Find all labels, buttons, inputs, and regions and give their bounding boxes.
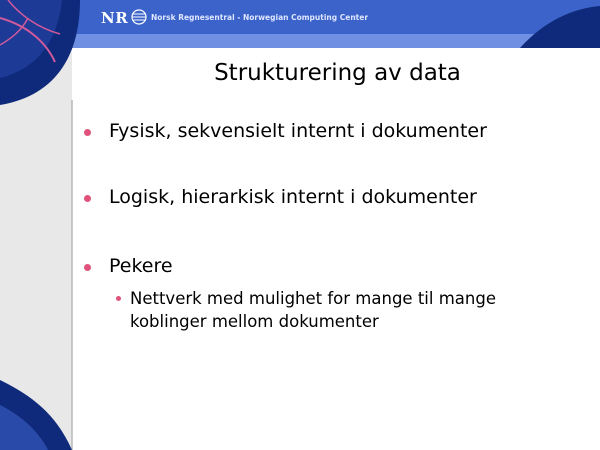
sub-bullet-dot-icon xyxy=(116,296,121,301)
bullet-dot-icon xyxy=(84,264,91,271)
globe-icon xyxy=(131,9,147,25)
org-name: Norsk Regnesentral - Norwegian Computing Center xyxy=(151,13,369,22)
slide-title: Strukturering av data xyxy=(214,60,461,86)
bullet-dot-icon xyxy=(84,129,91,136)
bullet-dot-icon xyxy=(84,195,91,202)
bullet-text: Fysisk, sekvensielt internt i dokumenter xyxy=(109,120,487,142)
nr-logo: NR xyxy=(101,9,129,27)
sub-bullet-text: Nettverk med mulighet for mange til mange koblinger mellom dokumenter xyxy=(130,289,496,331)
bullet-text: Pekere xyxy=(109,255,173,277)
header-light-strip xyxy=(72,34,600,48)
bullet-text: Logisk, hierarkisk internt i dokumenter xyxy=(109,186,477,208)
